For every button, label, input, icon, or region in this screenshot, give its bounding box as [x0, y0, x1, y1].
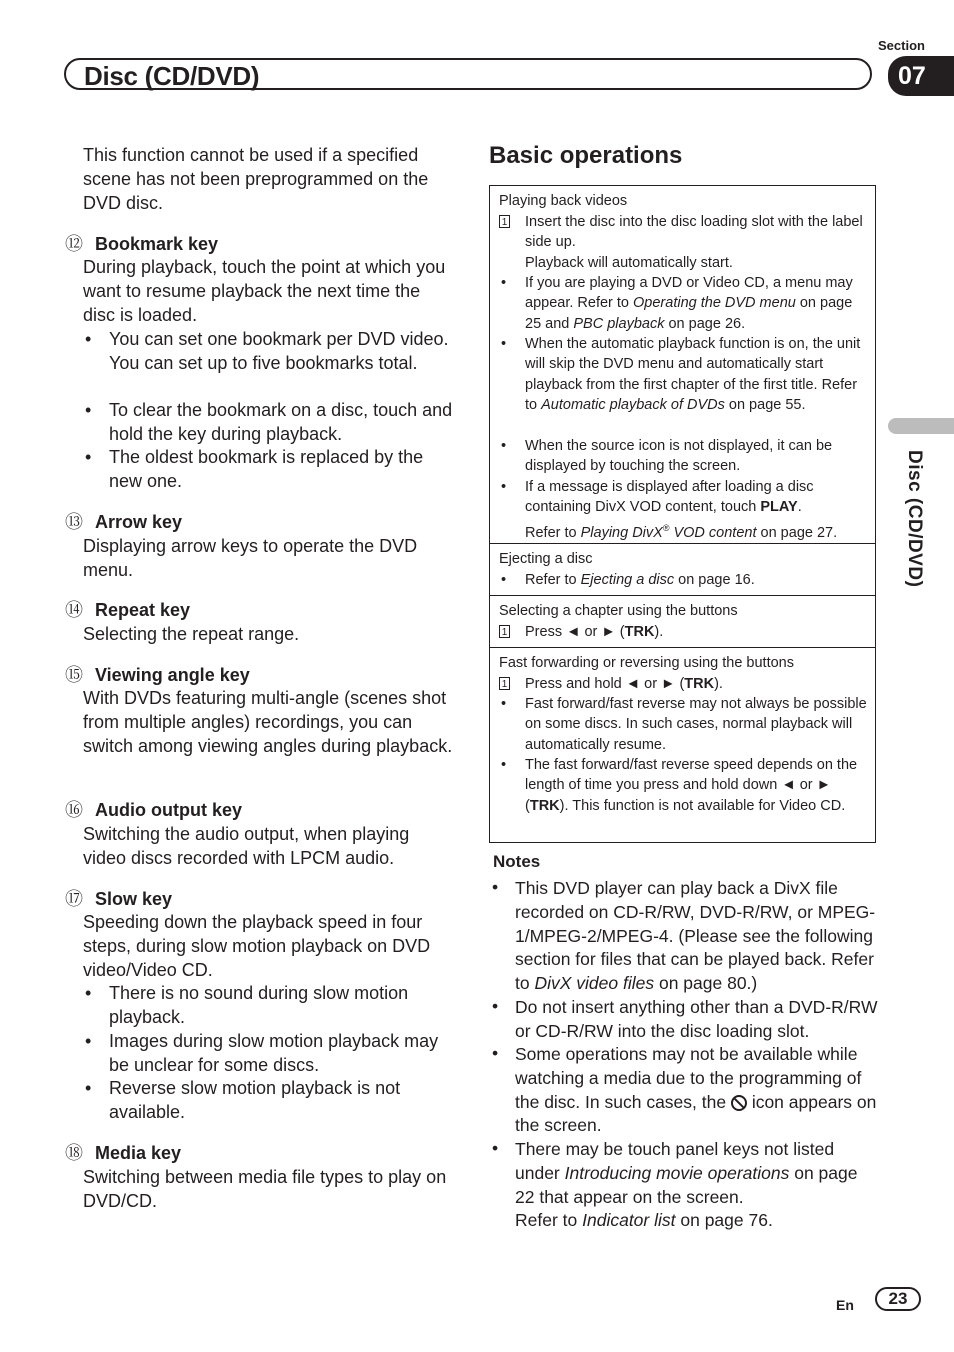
note-item: Do not insert anything other than a DVD-R/RW or CD-R/RW into the disc loading slot.	[515, 997, 878, 1041]
key-desc-repeat: Selecting the repeat range.	[83, 624, 300, 644]
bullet-text: Refer to Ejecting a disc on page 16.	[525, 572, 755, 588]
bullet-item: • To clear the bookmark on a disc, touch and hold the key during playback.	[85, 400, 453, 444]
key-heading-bookmark	[65, 232, 218, 256]
key-heading-media: ⑱ Media key	[65, 1143, 182, 1163]
bullet-dot: •	[501, 572, 507, 588]
key-desc-slow: Speeding down the playback speed in four steps, during slow motion playback on DVD video/Video CD.	[83, 912, 431, 980]
side-section-label: Disc (CD/DVD)	[904, 450, 925, 588]
bullet-item: • There is no sound during slow motion playback.	[85, 983, 409, 1027]
bullet-text: If a message is displayed after loading a disc containing DivX VOD content, touch PLAY.	[525, 479, 814, 516]
key-heading-repeat: ⑭ Repeat key	[65, 600, 191, 620]
section-number: 07	[888, 56, 954, 96]
key-desc-bookmark: During playback, touch the point at which you want to resume playback the next time the disc is loaded.	[83, 257, 446, 325]
box-heading: Ejecting a disc	[499, 551, 593, 567]
key-desc-viewing-angle: With DVDs featuring multi-angle (scenes shot from multiple angles) recordings, you can switch among viewing angles during playback.	[83, 688, 453, 756]
bullet-dot: •	[501, 438, 507, 454]
bullet-dot: •	[492, 877, 499, 897]
step-marker: 1	[499, 622, 510, 642]
step-text: Press ◄ or ► (TRK).	[525, 624, 664, 640]
bullet-text: Fast forward/fast reverse may not always be possible on some discs. In such cases, normal playback will automatically resume.	[525, 696, 867, 753]
bullet-item: • You can set one bookmark per DVD video. You can set up to five bookmarks total.	[85, 329, 449, 373]
step-marker: 1	[499, 212, 510, 232]
step-result: Playback will automatically start.	[525, 255, 733, 271]
key-desc-audio-output: Switching the audio output, when playing video discs recorded with LPCM audio.	[83, 824, 410, 868]
language-label: En	[836, 1297, 854, 1313]
bullet-item: • Reverse slow motion playback is not available.	[85, 1078, 401, 1122]
bullet-text: If you are playing a DVD or Video CD, a menu may appear. Refer to Operating the DVD menu on page 25 and PBC playback on page 26.	[525, 275, 853, 332]
bullet-dot: •	[501, 275, 507, 291]
section-heading: Basic operations	[489, 142, 683, 169]
bullet-dot: •	[501, 696, 507, 712]
step-text: Insert the disc into the disc loading slot with the label side up.	[525, 214, 863, 251]
notes-heading: Notes	[493, 852, 541, 871]
step-text: Press and hold ◄ or ► (TRK).	[525, 676, 723, 692]
bullet-text: The fast forward/fast reverse speed depends on the length of time you press and hold down ◄ or ► (TRK). This function is not available for Video CD.	[525, 757, 858, 814]
box-heading: Fast forwarding or reversing using the buttons	[499, 655, 794, 671]
bullet-text: When the source icon is not displayed, it can be displayed by touching the screen.	[525, 438, 833, 475]
key-desc-media: Switching between media file types to play on DVD/CD.	[83, 1167, 447, 1211]
bullet-dot: •	[492, 1138, 499, 1158]
bullet-item: • Images during slow motion playback may be unclear for some discs.	[85, 1031, 439, 1075]
reference-text: Refer to Indicator list on page 76.	[515, 1210, 773, 1230]
intro-text: This function cannot be used if a specified scene has not been preprogrammed on the DVD disc.	[83, 145, 429, 213]
bullet-text: When the automatic playback function is on, the unit will skip the DVD menu and automatically start playback from the first chapter of the first title. Refer to Automatic playback of DVDs on page 55.	[525, 336, 861, 414]
key-title: Bookmark key	[95, 234, 219, 254]
bullet-dot: •	[501, 336, 507, 352]
key-heading-arrow: ⑬ Arrow key	[65, 512, 183, 532]
side-tab-marker	[888, 418, 954, 434]
note-item: This DVD player can play back a DivX file recorded on CD-R/RW, DVD-R/RW, or MPEG-1/MPEG-2/MPEG-4. (Please see the following section for files that can be played back. Refer to DivX video files on page 80.)	[515, 878, 876, 994]
key-desc-arrow: Displaying arrow keys to operate the DVD menu.	[83, 536, 418, 580]
key-number: ⑫	[65, 234, 83, 254]
bullet-dot: •	[501, 479, 507, 495]
key-heading-slow: ⑰ Slow key	[65, 889, 173, 909]
box-heading: Playing back videos	[499, 193, 628, 209]
page-number: 23	[875, 1287, 921, 1311]
bullet-item: • The oldest bookmark is replaced by the new one.	[85, 447, 424, 491]
key-heading-audio-output: ⑯ Audio output key	[65, 800, 242, 820]
bullet-dot: •	[492, 996, 499, 1016]
box-heading: Selecting a chapter using the buttons	[499, 603, 738, 619]
page-title: Disc (CD/DVD)	[84, 61, 260, 91]
bullet-dot: •	[492, 1043, 499, 1063]
bullet-dot: •	[501, 757, 507, 773]
note-item: Some operations may not be available while watching a media due to the programming of the disc. In such cases, the icon appears on the screen.	[515, 1044, 877, 1136]
step-marker: 1	[499, 674, 510, 694]
note-item: There may be touch panel keys not listed under Introducing movie operations on page 22 that appear on the screen.	[515, 1139, 858, 1207]
key-heading-viewing-angle: ⑮ Viewing angle key	[65, 665, 250, 685]
no-entry-icon	[731, 1095, 747, 1111]
reference-text: Refer to Playing DivX® VOD content on page 27.	[525, 523, 838, 541]
section-label: Section	[878, 38, 925, 53]
